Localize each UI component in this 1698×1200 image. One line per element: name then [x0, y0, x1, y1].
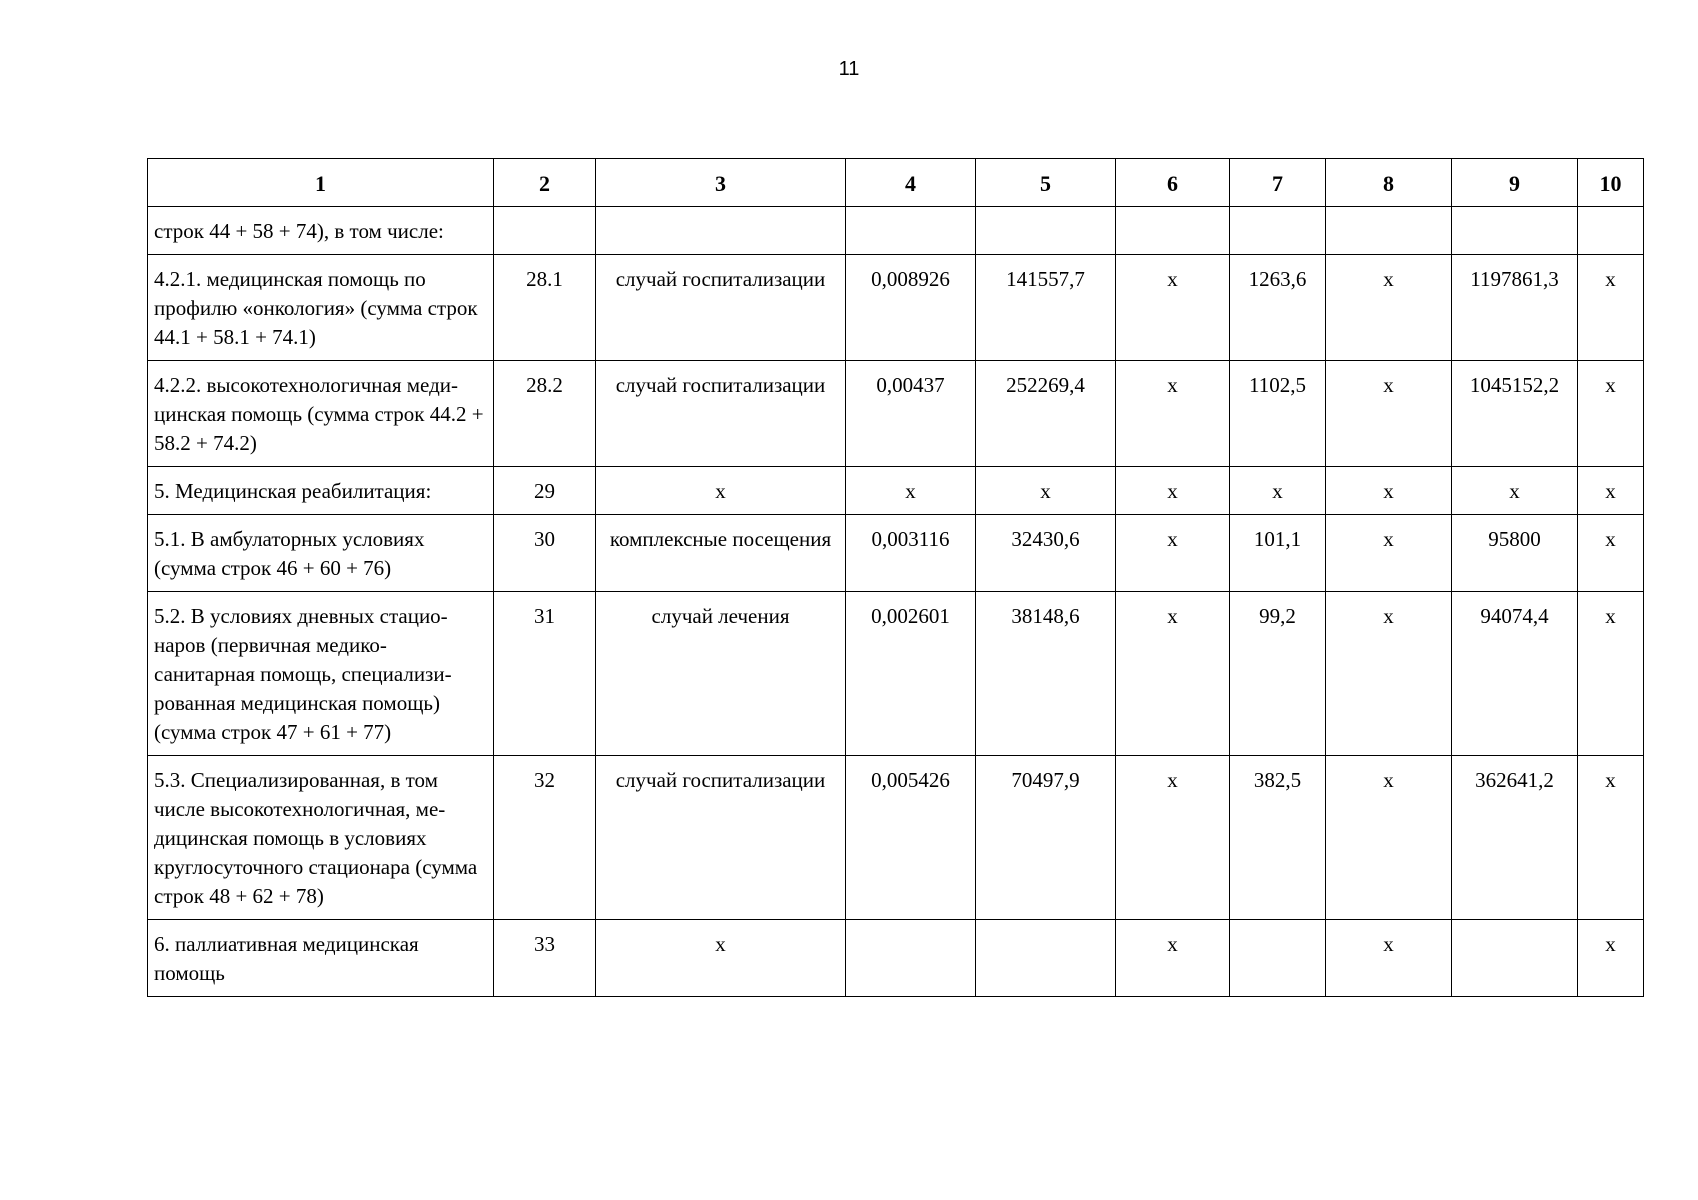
table-cell: х	[1326, 592, 1452, 756]
table-row	[148, 756, 1644, 920]
unit-cell: случай госпитализации	[596, 255, 846, 361]
page-number: 11	[838, 58, 860, 80]
table-cell: 362641,2	[1452, 756, 1578, 920]
row-number: 32	[494, 756, 596, 920]
table-row	[148, 207, 1644, 255]
table-cell: 0,002601	[846, 592, 976, 756]
table-cell: 1197861,3	[1452, 255, 1578, 361]
row-number: 29	[494, 467, 596, 515]
column-header: 10	[1578, 159, 1644, 207]
table-cell: х	[1230, 467, 1326, 515]
row-number: 28.2	[494, 361, 596, 467]
table-cell: 0,005426	[846, 756, 976, 920]
row-label: 5.1. В амбулаторных условиях (сумма строк 46 + 60 + 76)	[148, 515, 494, 592]
table-cell: х	[1578, 756, 1644, 920]
row-number: 31	[494, 592, 596, 756]
table-cell: х	[1578, 920, 1644, 997]
unit-cell: случай лечения	[596, 592, 846, 756]
table-cell: х	[1116, 467, 1230, 515]
table-cell	[1326, 207, 1452, 255]
table-cell: х	[1326, 467, 1452, 515]
table-cell: х	[1326, 920, 1452, 997]
table-cell	[1230, 920, 1326, 997]
table-cell: 0,008926	[846, 255, 976, 361]
table-cell: 99,2	[1230, 592, 1326, 756]
table-cell: х	[1578, 592, 1644, 756]
table-cell	[1116, 207, 1230, 255]
row-number: 28.1	[494, 255, 596, 361]
unit-cell: х	[596, 467, 846, 515]
table-cell: х	[1578, 515, 1644, 592]
table-row	[148, 361, 1644, 467]
row-label: 6. паллиативная медицинская помощь	[148, 920, 494, 997]
unit-cell: случай госпитализации	[596, 756, 846, 920]
table-cell	[846, 207, 976, 255]
table-cell: х	[1578, 361, 1644, 467]
row-number	[494, 207, 596, 255]
table-cell: 252269,4	[976, 361, 1116, 467]
row-label: 5.2. В условиях дневных стацио-наров (первичная медико-санитарная помощь, специализи-рованная медицинская помощь) (сумма строк 47 + 61 + 77)	[148, 592, 494, 756]
row-number: 30	[494, 515, 596, 592]
table-cell: х	[1326, 756, 1452, 920]
table-cell: 94074,4	[1452, 592, 1578, 756]
table-cell: х	[1578, 255, 1644, 361]
column-header: 8	[1326, 159, 1452, 207]
table-row	[148, 592, 1644, 756]
table-cell	[976, 207, 1116, 255]
table-cell	[1230, 207, 1326, 255]
data-table	[147, 158, 1644, 997]
column-header: 7	[1230, 159, 1326, 207]
table-cell: 1045152,2	[1452, 361, 1578, 467]
table-row	[148, 515, 1644, 592]
row-label: 4.2.1. медицинская помощь по профилю «онкология» (сумма строк 44.1 + 58.1 + 74.1)	[148, 255, 494, 361]
table-cell: 101,1	[1230, 515, 1326, 592]
table-cell: х	[1116, 756, 1230, 920]
table-cell	[846, 920, 976, 997]
table-cell: х	[1116, 920, 1230, 997]
table-cell: х	[1326, 361, 1452, 467]
unit-cell: случай госпитализации	[596, 361, 846, 467]
row-label: 5.3. Специализированная, в том числе высокотехнологичная, ме-дицинская помощь в условиях круглосуточного стационара (сумма строк 48 + 62 + 78)	[148, 756, 494, 920]
table-cell	[1452, 207, 1578, 255]
table-cell: 382,5	[1230, 756, 1326, 920]
table-cell	[976, 920, 1116, 997]
table-cell: х	[1578, 467, 1644, 515]
table-cell: 32430,6	[976, 515, 1116, 592]
table-cell	[1578, 207, 1644, 255]
table-cell: х	[846, 467, 976, 515]
column-header: 3	[596, 159, 846, 207]
column-header: 6	[1116, 159, 1230, 207]
table-cell: х	[1326, 255, 1452, 361]
table-cell: 1102,5	[1230, 361, 1326, 467]
table-row	[148, 467, 1644, 515]
row-number: 33	[494, 920, 596, 997]
column-header: 4	[846, 159, 976, 207]
table-cell: 38148,6	[976, 592, 1116, 756]
table-cell: 0,003116	[846, 515, 976, 592]
table-cell: х	[1116, 592, 1230, 756]
column-header: 9	[1452, 159, 1578, 207]
column-header: 5	[976, 159, 1116, 207]
column-header: 2	[494, 159, 596, 207]
table-cell: 70497,9	[976, 756, 1116, 920]
table-cell: 95800	[1452, 515, 1578, 592]
column-header: 1	[148, 159, 494, 207]
unit-cell: комплексные посещения	[596, 515, 846, 592]
table-row	[148, 920, 1644, 997]
table-cell: х	[976, 467, 1116, 515]
table-row	[148, 255, 1644, 361]
table-cell: 1263,6	[1230, 255, 1326, 361]
table-cell: х	[1452, 467, 1578, 515]
row-label: 5. Медицинская реабилитация:	[148, 467, 494, 515]
table-cell: х	[1116, 361, 1230, 467]
table-cell: 0,00437	[846, 361, 976, 467]
table-cell: х	[1116, 515, 1230, 592]
table-cell: х	[1326, 515, 1452, 592]
row-label: строк 44 + 58 + 74), в том числе:	[148, 207, 494, 255]
header-row	[148, 159, 1644, 207]
unit-cell: х	[596, 920, 846, 997]
table-cell: 141557,7	[976, 255, 1116, 361]
row-label: 4.2.2. высокотехнологичная меди-цинская помощь (сумма строк 44.2 + 58.2 + 74.2)	[148, 361, 494, 467]
table-cell	[1452, 920, 1578, 997]
unit-cell	[596, 207, 846, 255]
table-cell: х	[1116, 255, 1230, 361]
